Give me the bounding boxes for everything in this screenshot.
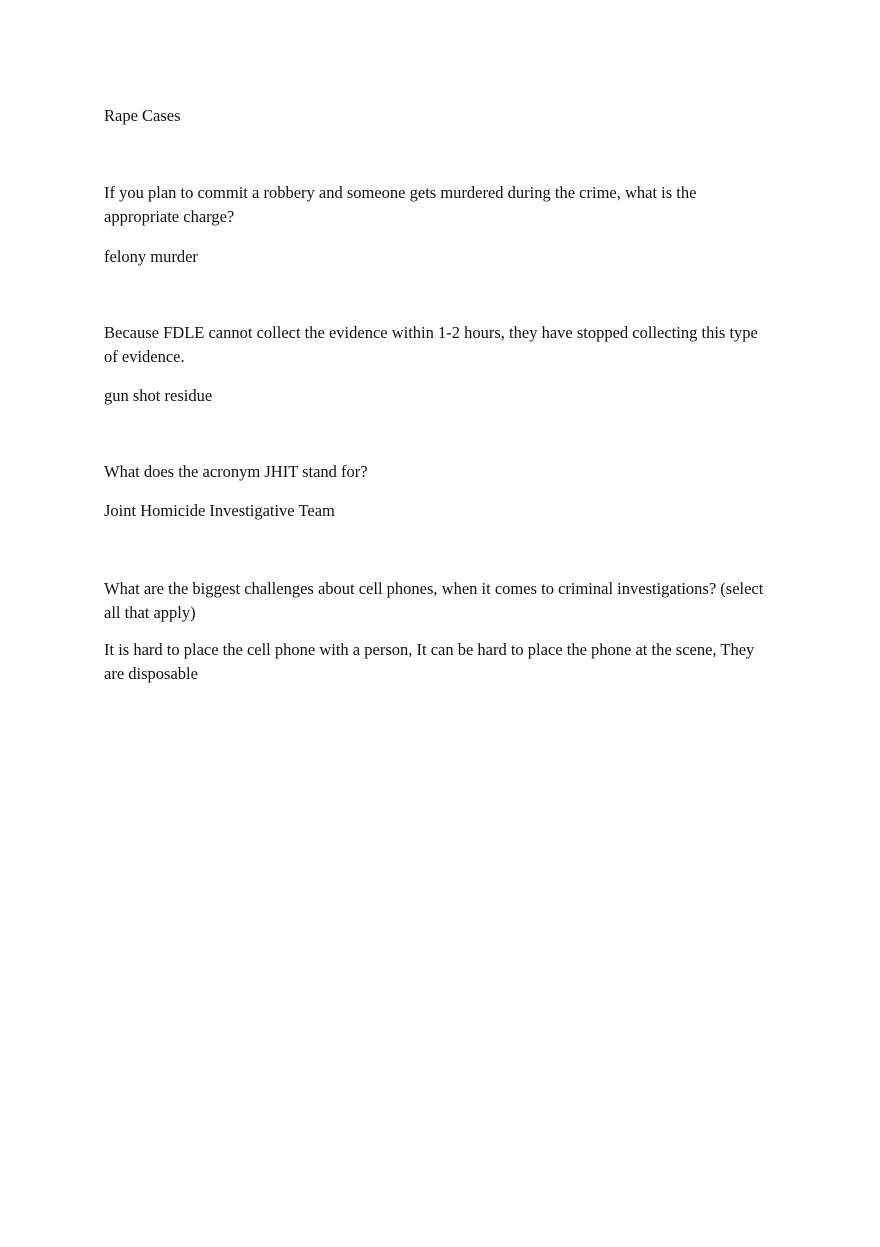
question-text: If you plan to commit a robbery and someone gets murdered during the crime, what is the appropriate charge?: [104, 183, 697, 226]
question-text: What does the acronym JHIT stand for?: [104, 462, 368, 481]
answer-text: felony murder: [104, 247, 198, 266]
answer-text: It is hard to place the cell phone with a person, It can be hard to place the phone at the scene, They are disposable: [104, 640, 755, 683]
section-heading: Rape Cases: [104, 106, 181, 125]
question-text: Because FDLE cannot collect the evidence within 1-2 hours, they have stopped collecting this type of evidence.: [104, 323, 758, 366]
question-text: What are the biggest challenges about cell phones, when it comes to criminal investigations? (select all that apply): [104, 579, 764, 622]
answer-text: Joint Homicide Investigative Team: [104, 501, 335, 520]
answer-text: gun shot residue: [104, 386, 213, 405]
